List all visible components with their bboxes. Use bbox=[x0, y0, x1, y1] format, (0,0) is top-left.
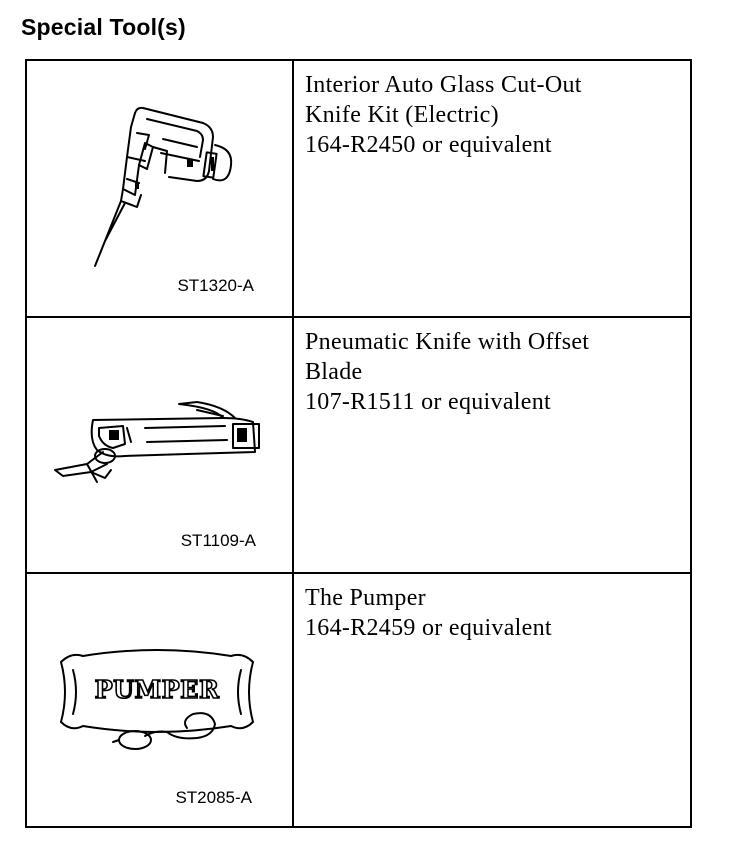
page-title: Special Tool(s) bbox=[21, 14, 186, 40]
pumper-icon bbox=[27, 574, 294, 826]
tool-name-line: Pneumatic Knife with Offset bbox=[305, 329, 590, 355]
tool-code: ST1109-A bbox=[180, 531, 256, 550]
tool-description bbox=[294, 318, 690, 574]
tool-part-number: 107-R1511 or equivalent bbox=[305, 389, 551, 415]
tool-code: ST1320-A bbox=[177, 276, 254, 295]
tool-code: ST2085-A bbox=[175, 788, 252, 807]
special-tools-table bbox=[25, 59, 692, 828]
tool-part-number: 164-R2459 or equivalent bbox=[305, 615, 552, 641]
tool-image-cell bbox=[27, 318, 294, 574]
pumper-logo-text: PUMPER bbox=[94, 675, 220, 704]
tool-name-line: Blade bbox=[305, 359, 363, 385]
tool-description bbox=[294, 574, 690, 826]
tool-image-cell bbox=[27, 61, 294, 318]
tool-name-line: The Pumper bbox=[305, 585, 426, 611]
tool-part-number: 164-R2450 or equivalent bbox=[305, 132, 552, 158]
tool-image-cell bbox=[27, 574, 294, 826]
tool-name-line: Knife Kit (Electric) bbox=[305, 102, 499, 128]
tool-name-line: Interior Auto Glass Cut-Out bbox=[305, 72, 582, 98]
tool-description bbox=[294, 61, 690, 318]
